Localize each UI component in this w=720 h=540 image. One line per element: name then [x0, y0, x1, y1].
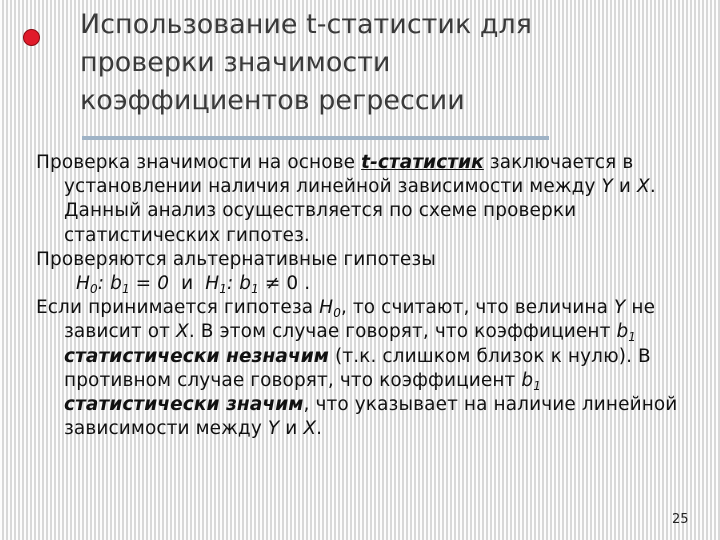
p3-text-b: , то считают, что величина [340, 297, 615, 319]
h0-b: : b [97, 273, 122, 295]
title-line-3: коэффициентов регрессии [80, 85, 465, 116]
p3-text-d: . В этом случае говорят, что коэффициент [188, 321, 617, 343]
p1-text-d: . Данный анализ осуществляется по схеме проверки статистических гипотез. [64, 176, 656, 246]
p1-text-b: заключается в установлении наличия линейной зависимости между [64, 152, 634, 198]
page-number: 25 [672, 512, 689, 527]
formula-period: . [298, 273, 311, 295]
slide-title [80, 6, 680, 120]
insignificant-term: статистически незначим [64, 345, 330, 367]
var-x-final: X [303, 418, 317, 440]
coef-b1-second-subscript: 1 [533, 378, 542, 393]
p3-text-j: . [316, 418, 323, 440]
coef-b1-subscript: 1 [628, 330, 637, 345]
slide-body [36, 151, 686, 441]
p3-text-a: Если принимается гипотеза [36, 297, 320, 319]
title-line-1: Использование t-статистик для [80, 9, 533, 40]
h1-subscript: 1 [219, 282, 227, 297]
paragraph-hypotheses: Проверяются альтернативные гипотезы [36, 248, 436, 270]
h0-subscript: 0 [90, 282, 98, 297]
p3-text-i: и [279, 418, 304, 440]
p3-text-h: , что указывает на наличие линейной зависимости между [64, 394, 678, 440]
var-y-ref: Y [614, 297, 626, 319]
h1-not-equal-zero: ≠ 0 [258, 273, 299, 295]
title-line-2: проверки значимости [80, 47, 391, 78]
var-y-final: Y [267, 418, 280, 440]
h0-ref-subscript: 0 [333, 306, 341, 321]
p1-text-a: Проверка значимости на основе [36, 152, 362, 173]
t-statistics-term: t-статистик [361, 152, 484, 173]
title-divider [82, 136, 549, 140]
p3-text-f: (т.к. слишком близок к нулю). В противном случае говорят, что коэффициент [64, 345, 651, 391]
h1-b: : b [226, 273, 252, 295]
hypotheses-formula [36, 272, 686, 296]
var-y: Y [601, 176, 613, 198]
paragraph-conclusion [36, 296, 686, 441]
h0-ref: H [319, 297, 334, 319]
var-x: X [637, 176, 650, 198]
h1-symbol: H [205, 273, 220, 295]
h0-b-subscript: 1 [121, 282, 130, 297]
red-bullet-icon [23, 29, 40, 46]
p3-text-c: не зависит от [64, 297, 656, 343]
coef-b1: b [616, 321, 629, 343]
var-x-ref: X [176, 321, 189, 343]
h1-b-subscript: 1 [251, 282, 259, 297]
h0-equals-zero: = 0 [129, 273, 170, 295]
p1-text-c: и [612, 176, 638, 198]
paragraph-t-statistics [36, 151, 686, 248]
and-word: и [181, 273, 194, 295]
h0-symbol: H [76, 273, 91, 295]
significant-term: статистически значим [64, 394, 304, 416]
coef-b1-second: b [521, 369, 534, 391]
